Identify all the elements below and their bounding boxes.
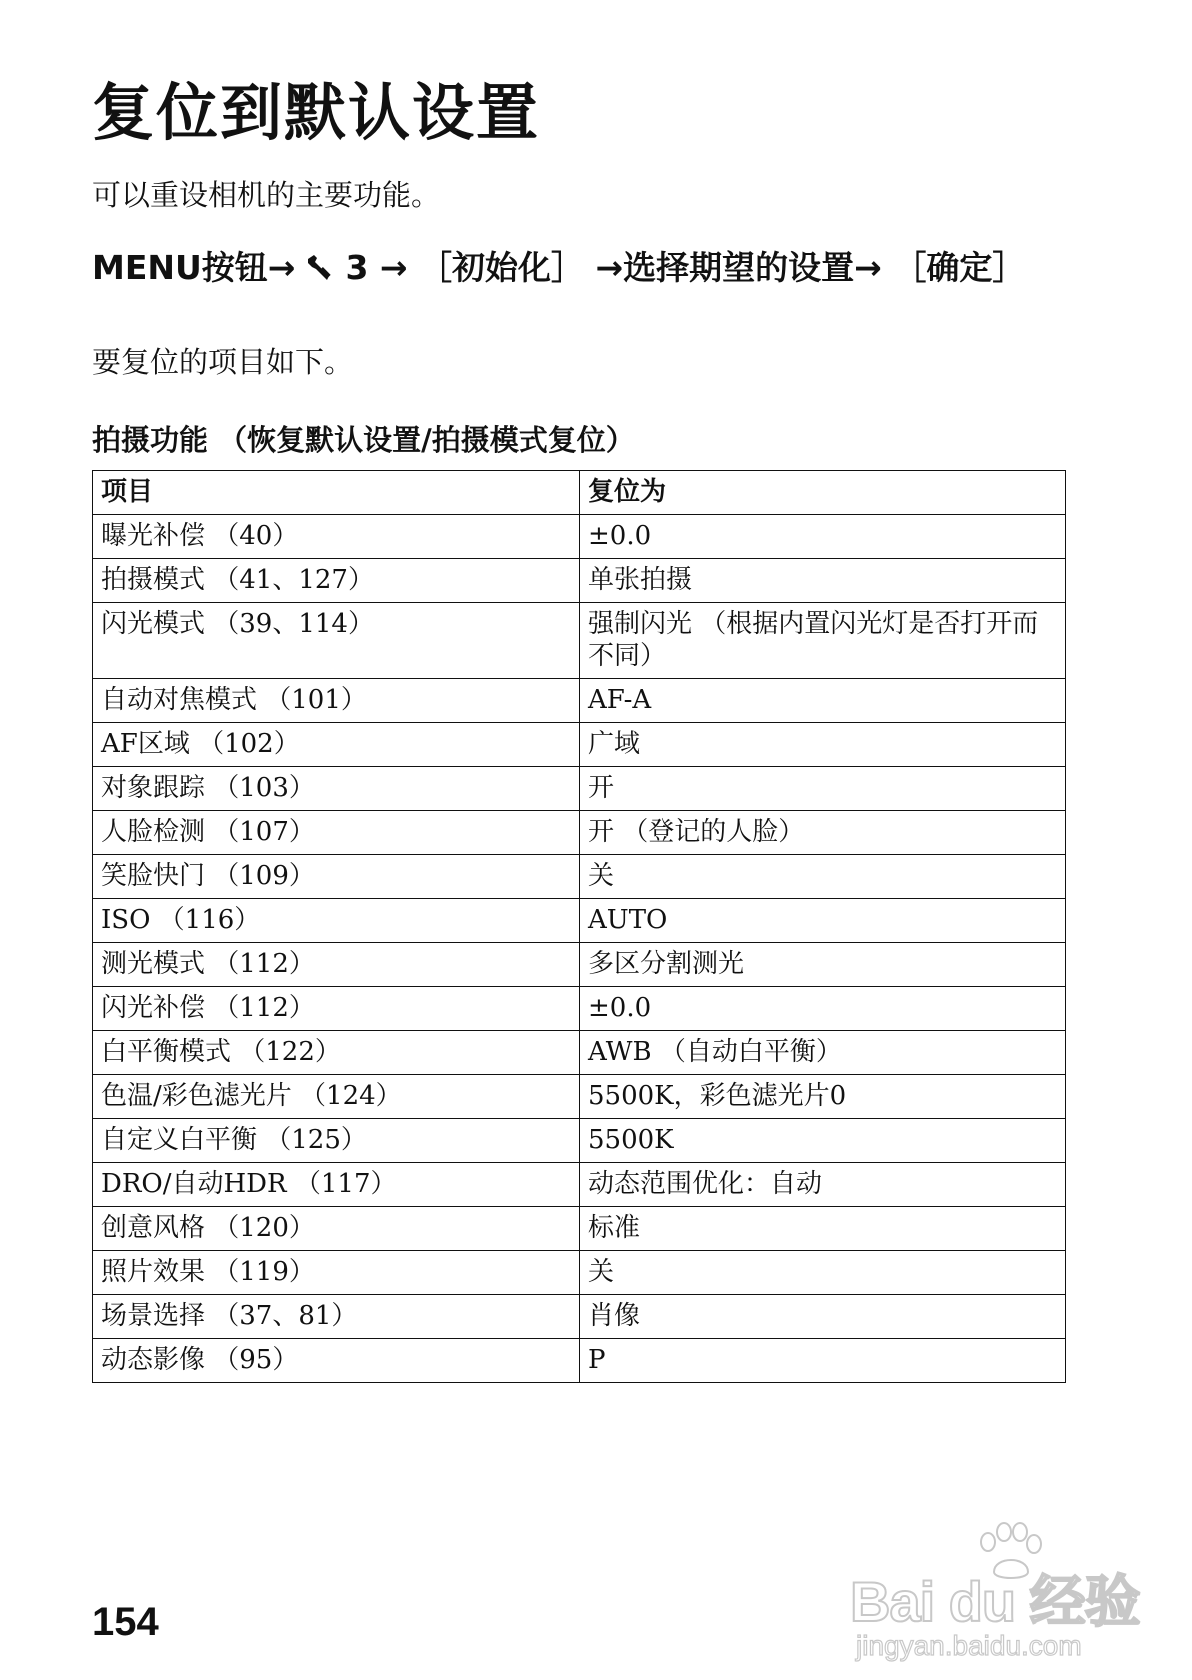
- reset-value-cell: P: [580, 1339, 1066, 1383]
- item-cell: 笑脸快门 （109）: [93, 855, 580, 899]
- reset-value-cell: 标准: [580, 1207, 1066, 1251]
- table-row: [93, 559, 1066, 603]
- item-cell: 自定义白平衡 （125）: [93, 1119, 580, 1163]
- reset-value-cell: 肖像: [580, 1295, 1066, 1339]
- table-row: [93, 723, 1066, 767]
- wrench-icon: [305, 253, 335, 283]
- table-row: [93, 1207, 1066, 1251]
- section-title: 拍摄功能 （恢复默认设置/拍摄模式复位）: [92, 423, 635, 457]
- table-row: [93, 1339, 1066, 1383]
- reset-value-cell: 开: [580, 767, 1066, 811]
- reset-value-cell: AWB （自动白平衡）: [580, 1031, 1066, 1075]
- reset-value-cell: 广域: [580, 723, 1066, 767]
- reset-value-cell: ±0.0: [580, 515, 1066, 559]
- table-header-row: [93, 471, 1066, 515]
- reset-value-cell: 5500K: [580, 1119, 1066, 1163]
- reset-value-cell: ±0.0: [580, 987, 1066, 1031]
- header-reset-to: 复位为: [580, 471, 1066, 515]
- item-cell: 闪光补偿 （112）: [93, 987, 580, 1031]
- item-cell: 人脸检测 （107）: [93, 811, 580, 855]
- item-cell: DRO/自动HDR （117）: [93, 1163, 580, 1207]
- reset-value-cell: AF-A: [580, 679, 1066, 723]
- page-number: 154: [92, 1600, 159, 1644]
- reset-value-cell: 单张拍摄: [580, 559, 1066, 603]
- item-cell: 测光模式 （112）: [93, 943, 580, 987]
- watermark-url: jingyan.baidu.com: [856, 1630, 1082, 1661]
- table-row: [93, 1163, 1066, 1207]
- table-row: [93, 943, 1066, 987]
- reset-value-cell: 开 （登记的人脸）: [580, 811, 1066, 855]
- menu-path-instruction: [92, 246, 1092, 290]
- reset-value-cell: 动态范围优化：自动: [580, 1163, 1066, 1207]
- item-cell: 色温/彩色滤光片 （124）: [93, 1075, 580, 1119]
- table-row: [93, 899, 1066, 943]
- reset-value-cell: AUTO: [580, 899, 1066, 943]
- reset-items-table: [92, 470, 1066, 1383]
- reset-value-cell: 强制闪光 （根据内置闪光灯是否打开而不同）: [580, 603, 1066, 679]
- item-cell: 动态影像 （95）: [93, 1339, 580, 1383]
- table-row: [93, 767, 1066, 811]
- intro-text: 可以重设相机的主要功能。: [92, 178, 441, 212]
- table-row: [93, 1295, 1066, 1339]
- table-row: [93, 855, 1066, 899]
- baidu-jingyan-watermark: [850, 1520, 1140, 1670]
- item-cell: 自动对焦模式 （101）: [93, 679, 580, 723]
- watermark-logo-text: Bai du 经验: [850, 1570, 1140, 1633]
- table-row: [93, 679, 1066, 723]
- reset-value-cell: 关: [580, 1251, 1066, 1295]
- table-row: [93, 603, 1066, 679]
- item-cell: 闪光模式 （39、114）: [93, 603, 580, 679]
- table-row: [93, 515, 1066, 559]
- table-row: [93, 811, 1066, 855]
- item-cell: 场景选择 （37、81）: [93, 1295, 580, 1339]
- menu-path-part1: MENU按钮→: [92, 248, 296, 287]
- page-title: 复位到默认设置: [92, 76, 541, 149]
- reset-value-cell: 多区分割测光: [580, 943, 1066, 987]
- table-row: [93, 1119, 1066, 1163]
- reset-value-cell: 关: [580, 855, 1066, 899]
- table-row: [93, 1031, 1066, 1075]
- item-cell: 曝光补偿 （40）: [93, 515, 580, 559]
- reset-value-cell: 5500K，彩色滤光片0: [580, 1075, 1066, 1119]
- item-cell: ISO （116）: [93, 899, 580, 943]
- item-cell: 创意风格 （120）: [93, 1207, 580, 1251]
- table-row: [93, 1075, 1066, 1119]
- table-row: [93, 1251, 1066, 1295]
- item-cell: 拍摄模式 （41、127）: [93, 559, 580, 603]
- table-row: [93, 987, 1066, 1031]
- item-cell: 对象跟踪 （103）: [93, 767, 580, 811]
- reset-items-note: 要复位的项目如下。: [92, 345, 354, 379]
- item-cell: 白平衡模式 （122）: [93, 1031, 580, 1075]
- menu-path-part2: 3 → ［初始化］ →选择期望的设置→ ［确定］: [345, 248, 1026, 287]
- item-cell: 照片效果 （119）: [93, 1251, 580, 1295]
- item-cell: AF区域 （102）: [93, 723, 580, 767]
- header-item: 项目: [93, 471, 580, 515]
